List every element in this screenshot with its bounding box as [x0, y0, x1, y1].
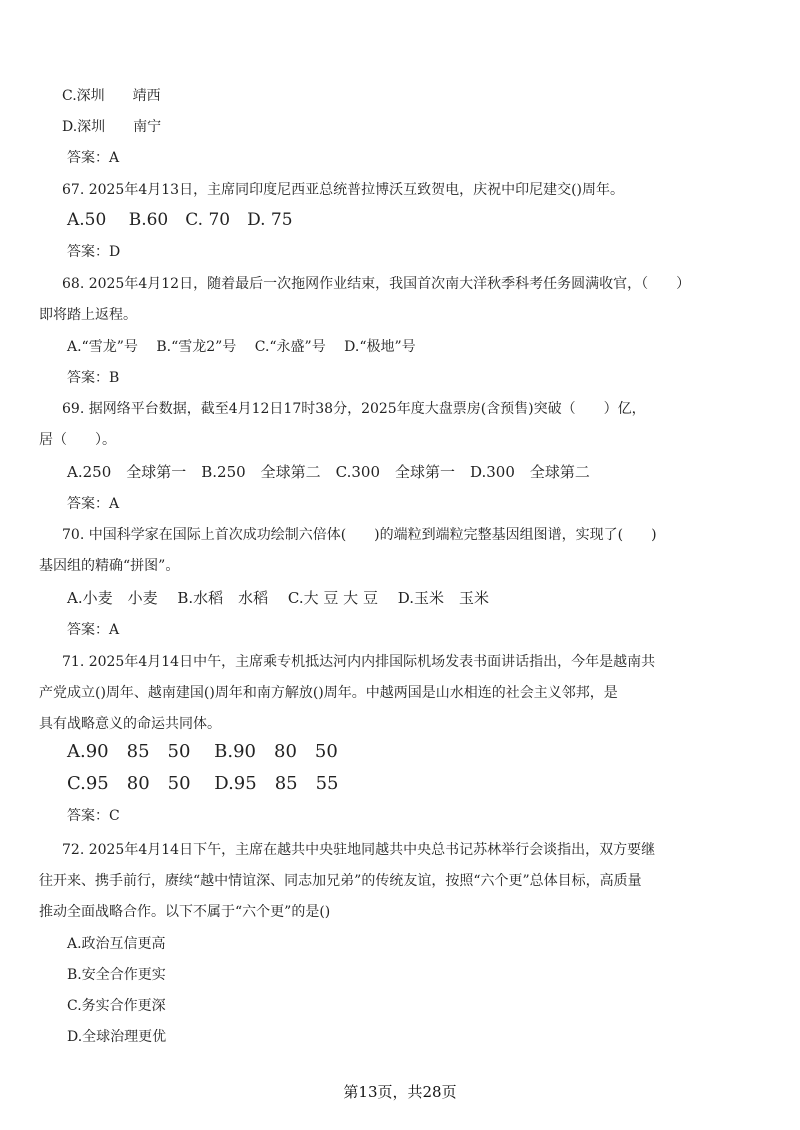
q72-option-d: D.全球治理更优	[67, 1029, 167, 1045]
q71-options-row-2: C.95 80 50 D.95 85 55	[67, 773, 339, 794]
page-number: 第13页，共28页	[343, 1083, 457, 1101]
q68-answer: 答案：B	[67, 370, 120, 386]
q69-stem-line-2: 居（ ）。	[39, 432, 116, 448]
q71-answer: 答案：C	[67, 808, 120, 824]
q71-stem-line-1: 71. 2025年4月14日中午，主席乘专机抵达河内内排国际机场发表书面讲话指出，今年是越南共	[62, 654, 656, 670]
q72-option-b: B.安全合作更实	[67, 967, 166, 983]
q71-options-row-1: A.90 85 50 B.90 80 50	[67, 741, 338, 762]
q67-stem: 67. 2025年4月13日，主席同印度尼西亚总统普拉博沃互致贺电，庆祝中印尼建交()周年。	[62, 182, 624, 198]
q72-stem-line-2: 往开来、携手前行，赓续“越中情谊深、同志加兄弟”的传统友谊，按照“六个更”总体目标，高质量	[39, 873, 642, 889]
q72-option-a: A.政治互信更高	[67, 936, 166, 952]
q68-stem-line-1: 68. 2025年4月12日，随着最后一次拖网作业结束，我国首次南大洋秋季科考任务圆满收官，（ ）	[62, 276, 691, 292]
q67-answer: 答案：D	[67, 244, 121, 260]
q70-stem-line-2: 基因组的精确“拼图”。	[39, 558, 180, 574]
q69-answer: 答案：A	[67, 496, 120, 512]
q70-options: A.小麦 小麦 B.水稻 水稻 C.大 豆 大 豆 D.玉米 玉米	[67, 589, 489, 607]
q70-stem-line-1: 70. 中国科学家在国际上首次成功绘制六倍体( )的端粒到端粒完整基因组图谱，实现了( )	[62, 527, 657, 543]
q66-option-c: C.深圳 靖西	[62, 88, 161, 104]
q72-option-c: C.务实合作更深	[67, 998, 166, 1014]
q66-answer: 答案：A	[67, 150, 120, 166]
q68-stem-line-2: 即将踏上返程。	[39, 307, 137, 323]
q70-answer: 答案：A	[67, 622, 120, 638]
q68-options: A.“雪龙”号 B.“雪龙2”号 C.“永盛”号 D.“极地”号	[67, 339, 416, 355]
q69-stem-line-1: 69. 据网络平台数据，截至4月12日17时38分，2025年度大盘票房(含预售)突破（ ）亿，	[62, 401, 646, 417]
q71-stem-line-2: 产党成立()周年、越南建国()周年和南方解放()周年。中越两国是山水相连的社会主义邻邦，是	[39, 685, 618, 701]
q66-option-d: D.深圳 南宁	[62, 119, 162, 135]
q72-stem-line-1: 72. 2025年4月14日下午，主席在越共中央驻地同越共中央总书记苏林举行会谈指出，双方要继	[62, 842, 656, 858]
q69-options: A.250 全球第一 B.250 全球第二 C.300 全球第一 D.300 全球第二	[67, 463, 590, 481]
q67-options: A.50 B.60 C. 70 D. 75	[67, 210, 293, 230]
q71-stem-line-3: 具有战略意义的命运共同体。	[39, 716, 221, 732]
q72-stem-line-3: 推动全面战略合作。以下不属于“六个更”的是()	[39, 904, 331, 920]
